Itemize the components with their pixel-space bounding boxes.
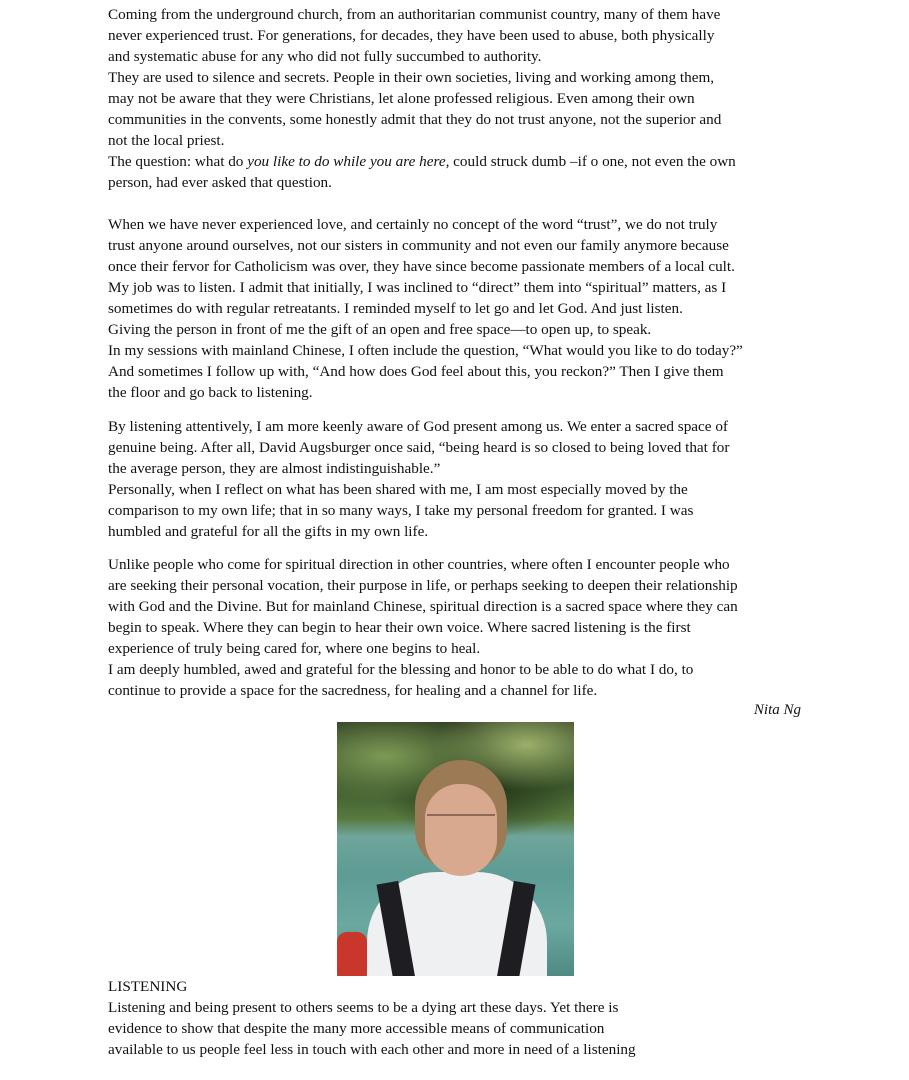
text-line: Personally, when I reflect on what has been shared with me, I am most especially moved by the	[108, 481, 688, 498]
text-line: trust anyone around ourselves, not our sisters in community and not even our family anymore because	[108, 237, 729, 254]
text-line: evidence to show that despite the many more accessible means of communication	[108, 1020, 605, 1037]
question-pre: The question: what do	[108, 153, 248, 170]
text-line: Unlike people who come for spiritual direction in other countries, where often I encounter people who	[108, 556, 730, 573]
text-line: person, had ever asked that question.	[108, 174, 332, 191]
text-line: begin to speak. Where they can begin to hear their own voice. Where sacred listening is the first	[108, 619, 691, 636]
text-line: In my sessions with mainland Chinese, I often include the question, “What would you like to do today?”	[108, 342, 743, 359]
text-line: the floor and go back to listening.	[108, 384, 313, 401]
paragraph-3	[108, 416, 729, 542]
text-line: never experienced trust. For generations, for decades, they have been used to abuse, both physically	[108, 27, 715, 44]
listening-section	[108, 976, 636, 1060]
section-heading: LISTENING	[108, 978, 188, 995]
text-line: genuine being. After all, David Augsburger once said, “being heard is so closed to being loved that for	[108, 439, 730, 456]
text-line: experience of truly being cared for, where one begins to heal.	[108, 640, 481, 657]
text-line: Giving the person in front of me the gift of an open and free space—to open up, to speak.	[108, 321, 652, 338]
text-line: continue to provide a space for the sacredness, for healing and a channel for life.	[108, 682, 598, 699]
text-line: and systematic abuse for any who did not fully succumbed to authority.	[108, 48, 542, 65]
paragraph-1	[108, 4, 736, 193]
question-italic: you like to do while you are here	[247, 153, 446, 170]
text-line: communities in the convents, some honestly admit that they do not trust anyone, not the superior and	[108, 111, 722, 128]
text-line: Coming from the underground church, from an authoritarian communist country, many of them have	[108, 6, 721, 23]
text-line: once their fervor for Catholicism was over, they have since become passionate members of a local cult.	[108, 258, 735, 275]
text-line: When we have never experienced love, and certainly no concept of the word “trust”, we do not truly	[108, 216, 718, 233]
question-post: , could struck dumb –if o one, not even the own	[445, 153, 736, 170]
question-line	[108, 151, 736, 172]
author-photo	[337, 722, 574, 976]
text-line: may not be aware that they were Christians, let alone professed religious. Even among their own	[108, 90, 695, 107]
paragraph-2	[108, 214, 743, 403]
paragraph-4	[108, 554, 738, 701]
text-line: sometimes do with regular retreatants. I reminded myself to let go and let God. And just listen.	[108, 300, 683, 317]
text-line: not the local priest.	[108, 132, 225, 149]
text-line: Listening and being present to others seems to be a dying art these days. Yet there is	[108, 999, 619, 1016]
text-line: My job was to listen. I admit that initially, I was inclined to “direct” them into “spiritual” matters, as I	[108, 279, 727, 296]
text-line: available to us people feel less in touch with each other and more in need of a listening	[108, 1041, 636, 1058]
text-line: the average person, they are almost indistinguishable.”	[108, 460, 441, 477]
text-line: And sometimes I follow up with, “And how does God feel about this, you reckon?” Then I give them	[108, 363, 724, 380]
text-line: are seeking their personal vocation, their purpose in life, or perhaps seeking to deepen their relationship	[108, 577, 738, 594]
text-line: with God and the Divine. But for mainland Chinese, spiritual direction is a sacred space where they can	[108, 598, 738, 615]
text-line: I am deeply humbled, awed and grateful for the blessing and honor to be able to do what I do, to	[108, 661, 694, 678]
text-line: They are used to silence and secrets. People in their own societies, living and working among them,	[108, 69, 715, 86]
text-line: By listening attentively, I am more keenly aware of God present among us. We enter a sacred space of	[108, 418, 728, 435]
author-signature: Nita Ng	[753, 702, 801, 718]
text-line: humbled and grateful for all the gifts in my own life.	[108, 523, 429, 540]
text-line: comparison to my own life; that in so many ways, I take my personal freedom for granted. I was	[108, 502, 694, 519]
